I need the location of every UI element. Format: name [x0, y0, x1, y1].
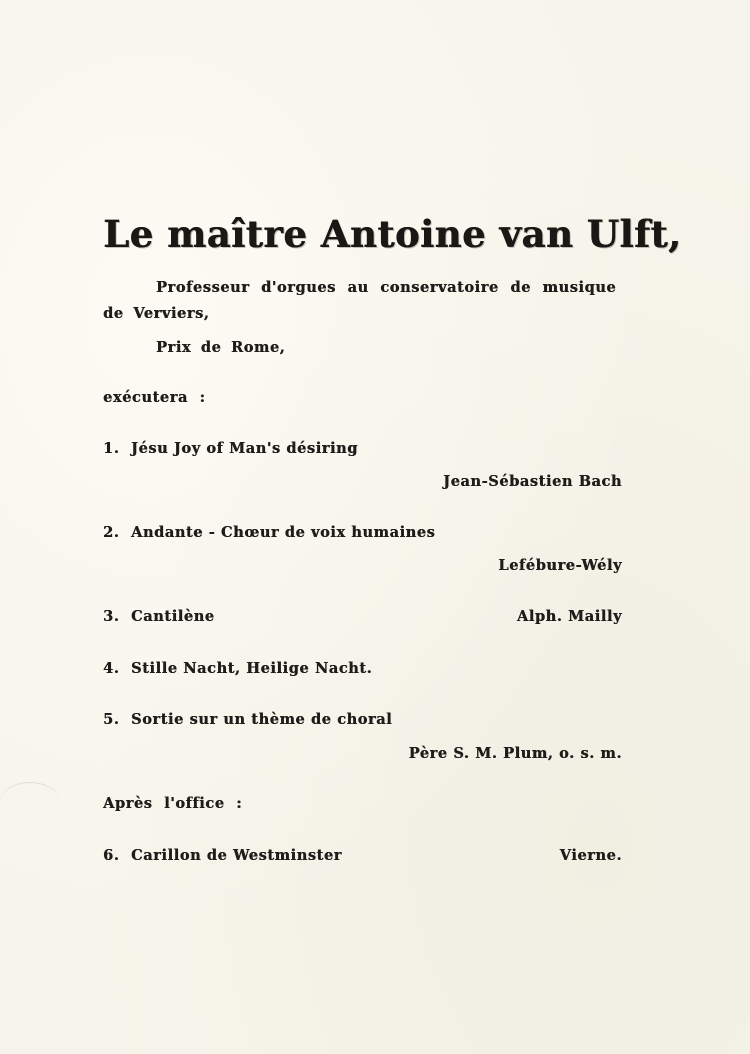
- program-number: 4.: [103, 660, 120, 677]
- program-composer-5: Père S. M. Plum, o. s. m.: [408, 745, 622, 762]
- program-number: 1.: [103, 440, 120, 457]
- program-item-1: [103, 440, 358, 457]
- program-number: 2.: [103, 524, 120, 541]
- program-number: 5.: [103, 711, 120, 728]
- program-piece: Jésu Joy of Man's désiring: [131, 440, 358, 457]
- subtitle-prize: Prix de Rome,: [156, 339, 286, 356]
- program-piece: Stille Nacht, Heilige Nacht.: [131, 660, 373, 677]
- program-piece: Andante - Chœur de voix humaines: [131, 524, 436, 541]
- subtitle-city: de Verviers,: [103, 305, 210, 322]
- after-service-label: Après l'office :: [103, 795, 243, 812]
- program-item-2: [103, 524, 435, 541]
- program-number: 3.: [103, 608, 120, 625]
- program-composer-2: Lefébure-Wély: [498, 557, 622, 574]
- program-composer-3: Alph. Mailly: [516, 608, 622, 625]
- program-composer-6: Vierne.: [559, 847, 622, 864]
- document-title: Le maître Antoine van Ulft,: [103, 212, 682, 256]
- program-composer-1: Jean-Sébastien Bach: [443, 473, 622, 490]
- program-piece: Carillon de Westminster: [131, 847, 342, 864]
- intro-label: exécutera :: [103, 389, 206, 406]
- paper-fold-mark: [0, 782, 60, 823]
- program-item-3: [103, 608, 215, 625]
- program-piece: Sortie sur un thème de choral: [131, 711, 393, 728]
- program-item-6: [103, 847, 342, 864]
- program-item-4: [103, 660, 372, 677]
- subtitle-professor: Professeur d'orgues au conservatoire de musique: [156, 279, 617, 296]
- program-number: 6.: [103, 847, 120, 864]
- program-piece: Cantilène: [131, 608, 215, 625]
- program-item-5: [103, 711, 392, 728]
